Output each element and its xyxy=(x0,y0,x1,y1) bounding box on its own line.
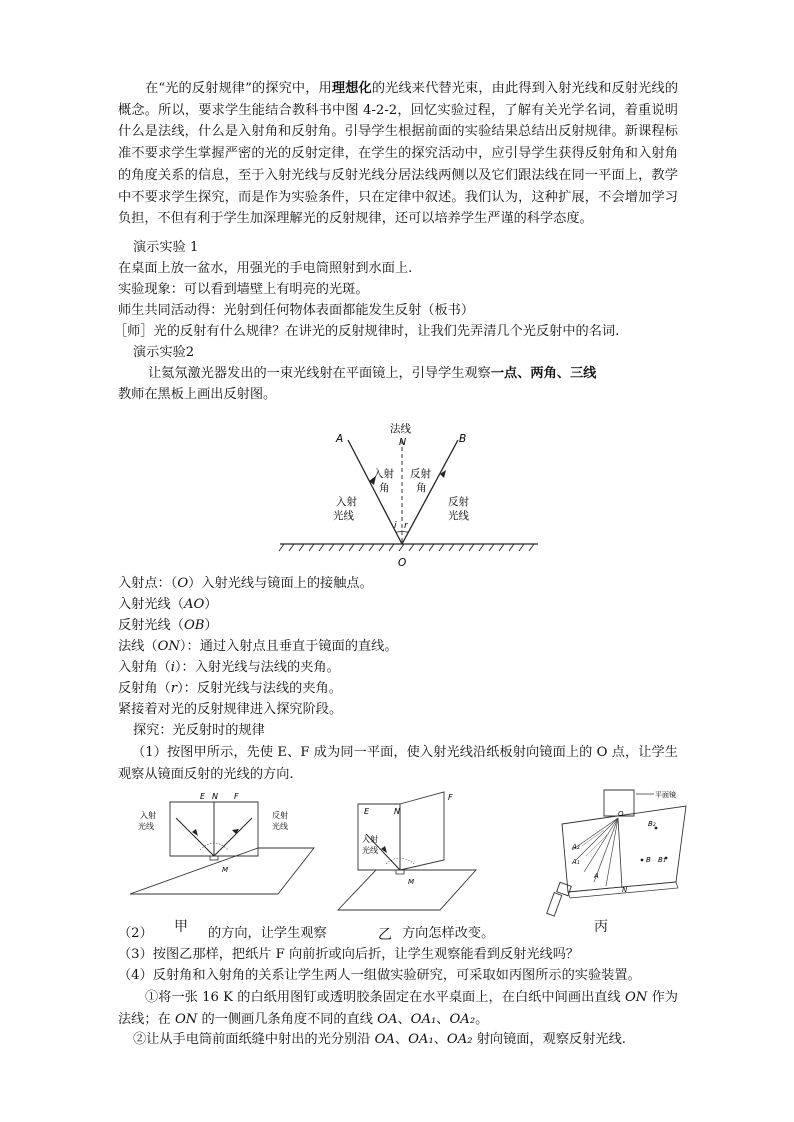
bing-label-A2: A₂ xyxy=(572,843,580,851)
label-r: r xyxy=(404,521,408,531)
incident-angle-arc xyxy=(396,531,402,532)
term-incident-ray xyxy=(118,595,217,615)
step4-item2 xyxy=(133,1030,626,1050)
term6-label: 反射角（ xyxy=(118,681,171,696)
item2-OA2: OA₂ xyxy=(446,1032,473,1047)
incident-ray-label-1: 入射 xyxy=(336,496,357,508)
incident-ray-label-2: 光线 xyxy=(333,510,354,522)
bing-label-O: O xyxy=(618,810,624,818)
step2-mid: 的方向，让学生观察 xyxy=(208,926,327,941)
reflect-angle-label-1: 反射 xyxy=(410,468,431,480)
jia-out-label-1: 反射 xyxy=(272,811,288,820)
figure-bing xyxy=(532,780,692,920)
jia-label-E: E xyxy=(200,792,206,801)
jia-base xyxy=(210,856,218,860)
term6-symbol: r xyxy=(170,681,178,696)
item1-OA: OA xyxy=(377,1011,398,1027)
yi-base xyxy=(396,870,404,874)
term-incident-point xyxy=(118,574,373,594)
bing-label-A: A xyxy=(594,872,599,880)
term-incident-angle xyxy=(118,658,340,678)
term3-symbol: OB xyxy=(183,618,205,633)
demo1-line2: 实验现象：可以看到墙壁上有明亮的光斑。 xyxy=(118,282,369,297)
jia-label-F: F xyxy=(234,792,239,801)
bing-point-b xyxy=(641,859,644,862)
term5-desc: ）：入射光线与法线的夹角。 xyxy=(174,660,340,675)
item2-OA: OA xyxy=(374,1032,395,1047)
incident-angle-label-2: 角 xyxy=(379,482,390,494)
bing-label-B2: B₂ xyxy=(648,820,656,828)
demo2-line1-bold: 一点、两角、三线 xyxy=(490,366,597,381)
bing-label-B1: B₁ xyxy=(658,856,666,864)
caption-bing: 丙 xyxy=(594,919,608,935)
demo1-line1: 在桌面上放一盆水，用强光的手电筒照射到水面上. xyxy=(118,261,413,276)
yi-label-F: F xyxy=(448,793,453,802)
intro-text-1: 在“光的反射规律”的探究中，用 xyxy=(145,81,332,96)
term1-label: 入射点：（ xyxy=(118,576,178,591)
caption-jia: 甲 xyxy=(174,919,188,935)
term6-desc: ）：反射光线与法线的夹角。 xyxy=(177,681,342,696)
item1-ON: ON xyxy=(624,990,648,1005)
step2-tail: 方向怎样改变。 xyxy=(402,926,495,941)
bing-fan-1 xyxy=(582,830,604,846)
item1-sep2: 、 xyxy=(436,1011,450,1027)
bing-mirror-label: 平面镜 xyxy=(655,791,676,799)
demo2-line2: 教师在黑板上画出反射图。 xyxy=(118,387,277,402)
mirror-hatching xyxy=(279,544,534,551)
jia-out-label-2: 光线 xyxy=(272,822,288,831)
transition-line: 紧接着对光的反射规律进入探究阶段。 xyxy=(118,702,343,717)
caption-yi: 乙 xyxy=(378,927,392,943)
demo2-line1 xyxy=(148,364,596,384)
label-B: B xyxy=(459,433,467,445)
step2-start: （2） xyxy=(118,926,153,941)
label-O: O xyxy=(398,557,407,569)
explore-title: 探究：光反射时的规律 xyxy=(133,723,265,738)
demo1-line4: ［师］光的反射有什么规律？在讲光的反射规律时，让我们先弄清几个光反射中的名词. xyxy=(114,324,620,339)
bing-normal xyxy=(618,818,622,888)
term2-symbol: AO xyxy=(183,597,205,612)
reflect-ray-label-1: 反射 xyxy=(448,496,469,508)
step3: （3）按图乙那样，把纸片 F 向前折或向后折，让学生观察能看到反射光线吗？ xyxy=(118,947,580,962)
term3-label: 反射光线（ xyxy=(118,618,184,633)
label-i: i xyxy=(394,521,397,531)
item2-OA1: OA₁ xyxy=(408,1032,434,1047)
item1-sep1: 、 xyxy=(397,1011,411,1027)
item2-text-a: ②让从手电筒前面纸缝中射出的光分别沿 xyxy=(133,1032,375,1047)
item1-OA1: OA₁ xyxy=(410,1011,437,1027)
label-N: N xyxy=(399,437,407,448)
term2-end: ） xyxy=(204,597,218,612)
bing-label-B: B xyxy=(646,856,651,864)
jia-board-e xyxy=(170,802,214,856)
term5-label: 入射角（ xyxy=(118,660,171,675)
term1-symbol: O xyxy=(177,576,189,591)
demo2-title: 演示实验2 xyxy=(133,345,195,360)
normal-label: 法线 xyxy=(390,423,411,435)
bing-label-N: N xyxy=(622,886,628,894)
yi-in-label-1: 入射 xyxy=(362,835,378,844)
intro-bold-idealized: 理想化 xyxy=(331,81,372,96)
demo1-title: 演示实验 1 xyxy=(133,240,199,255)
reflected-ray xyxy=(402,440,458,544)
item1-text-c: 的一侧画几条角度不同的直线 xyxy=(197,1011,378,1027)
bing-paper xyxy=(562,806,686,892)
item1-text-b: 作为法线；在 xyxy=(118,990,678,1027)
yi-mirror xyxy=(338,870,476,910)
term5-symbol: i xyxy=(170,660,175,675)
term4-label: 法线（ xyxy=(118,639,158,654)
yi-incident-arrow-icon xyxy=(381,846,387,853)
term-reflected-ray xyxy=(118,616,218,636)
figure-jia xyxy=(128,790,316,902)
term4-desc: ）：通过入射点且垂直于镜面的直线。 xyxy=(179,639,398,654)
jia-reflect xyxy=(214,818,252,856)
incident-angle-label-1: 入射 xyxy=(373,468,394,480)
jia-in-label-2: 光线 xyxy=(138,822,154,831)
reflect-ray-label-2: 光线 xyxy=(448,510,469,522)
term3-end: ） xyxy=(204,618,218,633)
yi-in-label-2: 光线 xyxy=(362,846,378,855)
term-reflect-angle xyxy=(118,679,342,699)
bing-label-A1: A₁ xyxy=(572,858,580,866)
reflect-angle-label-2: 角 xyxy=(416,482,427,494)
jia-incident xyxy=(176,818,214,856)
jia-label-M: M xyxy=(222,866,229,874)
jia-label-N: N xyxy=(212,792,218,801)
term-normal xyxy=(118,637,398,657)
item2-sep2: 、 xyxy=(433,1032,447,1047)
step4: （4）反射角和入射角的关系让学生两人一组做实验研究，可采取如丙图所示的实验装置。 xyxy=(118,968,641,983)
item2-sep1: 、 xyxy=(394,1032,409,1047)
reflect-angle-arc xyxy=(402,531,408,532)
yi-label-N: N xyxy=(394,807,400,816)
explore-step1: （1）按图甲所示，先使 E、F 成为同一平面，使入射光线沿纸板射向镜面上的 O 点，让学生观察从镜面反射的光线的方向. xyxy=(118,745,678,782)
intro-paragraph xyxy=(118,78,678,230)
demo2-line1-text: 让氦氖激光器发出的一束光线射在平面镜上，引导学生观察 xyxy=(148,366,491,381)
reflection-diagram xyxy=(270,420,550,572)
item2-end: 射向镜面，观察反射光线. xyxy=(472,1032,626,1047)
demo1-line3: 师生共同活动得：光射到任何物体表面都能发生反射（板书） xyxy=(118,303,475,318)
yi-label-M: M xyxy=(408,878,415,886)
yi-label-E: E xyxy=(364,807,370,816)
yi-board-f xyxy=(400,792,444,870)
step4-item1 xyxy=(118,987,678,1030)
term4-symbol: ON xyxy=(157,639,180,654)
item1-ON-2: ON xyxy=(174,1011,198,1027)
item1-end: 。 xyxy=(475,1011,489,1027)
intro-text-2: 的光线来代替光束，由此得到入射光线和反射光线的概念。所以，要求学生能结合教科书中图 4-2-2，回忆实验过程，了解有关光学名词，着重说明什么是法线，什么是入射角和反射角。引导学生根据前面的实验结果总结出反射规律。新课程标准不要求学生掌握严密的光的反射定律，在学生的探究活动中，应引导学生获得反射角和入射角的角度关系的信息，至于入射光线与反射光线分居法线两侧以及它们跟法线在同一平面上，教学中不要求学生探究，而是作为实验条件，只在定律中叙述。我们认为，这种扩展，不会增加学习负担，不但有利于学生加深理解光的反射规律，还可以培养学生严谨的科学态度。 xyxy=(118,81,679,227)
item1-text-a: ①将一张 16 K 的白纸用图钉或透明胶条固定在水平桌面上，在白纸中间画出直线 xyxy=(145,990,625,1005)
jia-in-label-1: 入射 xyxy=(140,811,156,820)
item1-OA2: OA₂ xyxy=(449,1011,476,1027)
term2-label: 入射光线（ xyxy=(118,597,184,612)
label-A: A xyxy=(336,433,344,445)
jia-board-f xyxy=(214,802,258,856)
term1-desc: ）入射光线与镜面上的接触点。 xyxy=(188,576,373,591)
figure-yi xyxy=(336,790,484,920)
